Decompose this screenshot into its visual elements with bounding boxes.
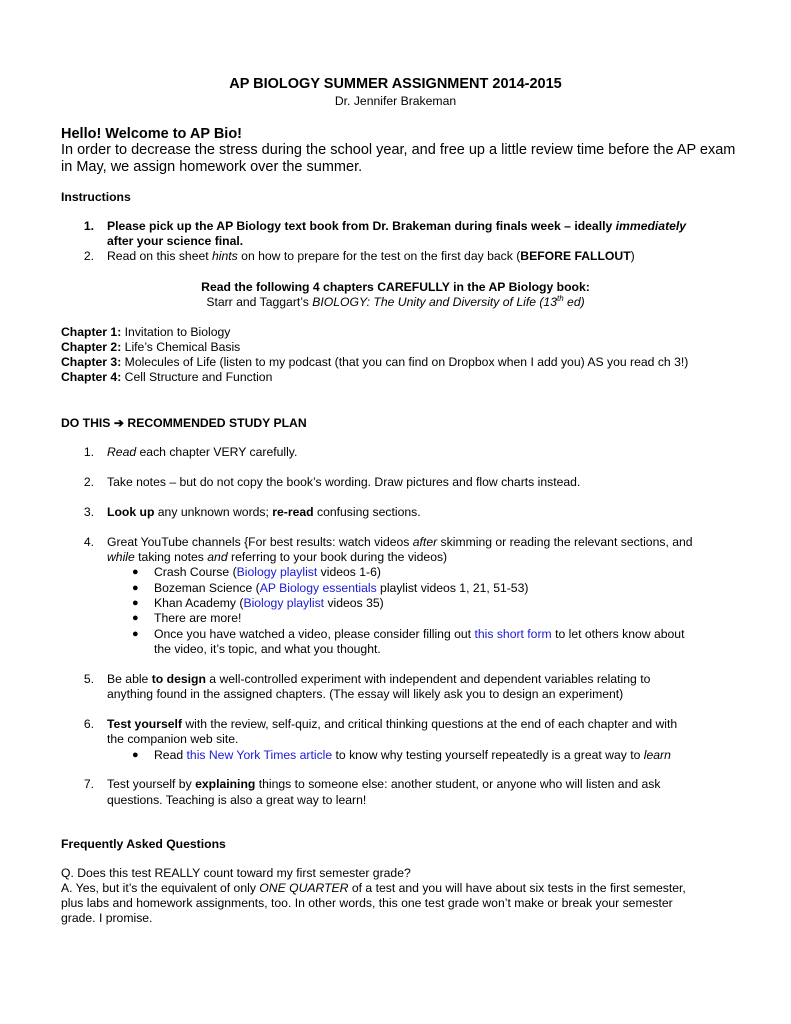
bullet-icon: ● — [132, 597, 139, 609]
bullet-icon: ● — [132, 566, 139, 578]
step-7-line-1: Test yourself by explaining things to someone else: another student, or anyone who will listen and ask — [107, 777, 661, 791]
faq-answer-line-2: plus labs and homework assignments, too. In other words, this one test grade won’t make or break your semester — [61, 896, 673, 910]
faq-answer-line-3: grade. I promise. — [61, 911, 153, 925]
step-number-1: 1. — [83, 445, 94, 459]
bullet-icon: ● — [132, 582, 139, 594]
greeting: Hello! Welcome to AP Bio! — [61, 126, 243, 142]
bullet-more: There are more! — [154, 611, 242, 625]
reading-heading: Read the following 4 chapters CAREFULLY in the AP Biology book: — [201, 280, 590, 294]
khan-biology-playlist-link[interactable]: Biology playlist — [243, 596, 325, 610]
instruction-item-2: Read on this sheet hints on how to prepare for the test on the first day back (BEFORE FALLOUT) — [107, 249, 635, 263]
faq-question: Q. Does this test REALLY count toward my first semester grade? — [61, 866, 411, 880]
step-7-line-2: questions. Teaching is also a great way to learn! — [107, 793, 367, 807]
step-6-line-1: Test yourself with the review, self-quiz, and critical thinking questions at the end of each chapter and with — [107, 717, 678, 731]
bullet-khan-academy: Khan Academy (Biology playlist videos 35) — [154, 596, 384, 610]
step-4-line-1: Great YouTube channels {For best results: watch videos after skimming or reading the relevant sections, and — [107, 535, 693, 549]
chapter-3: Chapter 3: Molecules of Life (listen to my podcast (that you can find on Dropbox when I add you) AS you read ch 3!) — [61, 355, 689, 369]
book-title: Starr and Taggart’s BIOLOGY: The Unity and Diversity of Life (13th ed) — [206, 293, 585, 309]
bullet-icon: ● — [132, 749, 139, 761]
chapter-4: Chapter 4: Cell Structure and Function — [61, 370, 273, 384]
instruction-item-1: Please pick up the AP Biology text book from Dr. Brakeman during finals week – ideally immediately — [107, 219, 687, 233]
instruction-number-1: 1. — [83, 219, 94, 233]
bullet-nyt-article: Read this New York Times article to know why testing yourself repeatedly is a great way to learn — [154, 748, 671, 762]
step-5-line-1: Be able to design a well-controlled experiment with independent and dependent variables relating to — [107, 672, 651, 686]
step-number-6: 6. — [83, 717, 94, 731]
nyt-article-link[interactable]: this New York Times article — [186, 748, 333, 762]
bullet-icon: ● — [132, 628, 139, 640]
step-1: Read each chapter VERY carefully. — [107, 445, 298, 459]
instruction-item-1-line-2: after your science final. — [107, 234, 244, 248]
bullet-short-form-line-2: the video, it’s topic, and what you thought. — [154, 642, 381, 656]
instruction-number-2: 2. — [83, 249, 94, 263]
step-number-5: 5. — [83, 672, 94, 686]
short-form-link[interactable]: this short form — [474, 627, 552, 641]
step-number-7: 7. — [83, 777, 94, 791]
chapter-2: Chapter 2: Life’s Chemical Basis — [61, 340, 241, 354]
document-author: Dr. Jennifer Brakeman — [334, 94, 457, 108]
step-5-line-2: anything found in the assigned chapters. (The essay will likely ask you to design an experiment) — [107, 687, 624, 701]
intro-line-2: in May, we assign homework over the summer. — [61, 159, 363, 175]
arrow-right-icon: ➔ — [113, 416, 125, 430]
step-3: Look up any unknown words; re-read confusing sections. — [107, 505, 421, 519]
step-number-2: 2. — [83, 475, 94, 489]
step-number-3: 3. — [83, 505, 94, 519]
faq-answer-line-1: A. Yes, but it’s the equivalent of only ONE QUARTER of a test and you will have about six tests in the first semester, — [61, 881, 686, 895]
crash-course-playlist-link[interactable]: Biology playlist — [236, 565, 318, 579]
step-number-4: 4. — [83, 535, 94, 549]
step-4-line-2: while taking notes and referring to your book during the videos) — [107, 550, 448, 564]
ap-biology-essentials-link[interactable]: AP Biology essentials — [259, 581, 377, 595]
bullet-short-form: Once you have watched a video, please consider filling out this short form to let others know about — [154, 627, 685, 641]
study-plan-heading: DO THIS ➔ RECOMMENDED STUDY PLAN — [61, 416, 307, 430]
bullet-icon: ● — [132, 612, 139, 624]
bullet-bozeman: Bozeman Science (AP Biology essentials playlist videos 1, 21, 51-53) — [154, 581, 529, 595]
step-2: Take notes – but do not copy the book’s wording. Draw pictures and flow charts instead. — [107, 475, 581, 489]
intro-line-1: In order to decrease the stress during the school year, and free up a little review time before the AP exam — [61, 142, 736, 158]
chapter-1: Chapter 1: Invitation to Biology — [61, 325, 231, 339]
step-6-line-2: the companion web site. — [107, 732, 239, 746]
document-title: AP BIOLOGY SUMMER ASSIGNMENT 2014-2015 — [229, 76, 562, 92]
faq-heading: Frequently Asked Questions — [61, 837, 226, 851]
instructions-heading: Instructions — [61, 190, 131, 204]
bullet-crash-course: Crash Course (Biology playlist videos 1-6) — [154, 565, 381, 579]
